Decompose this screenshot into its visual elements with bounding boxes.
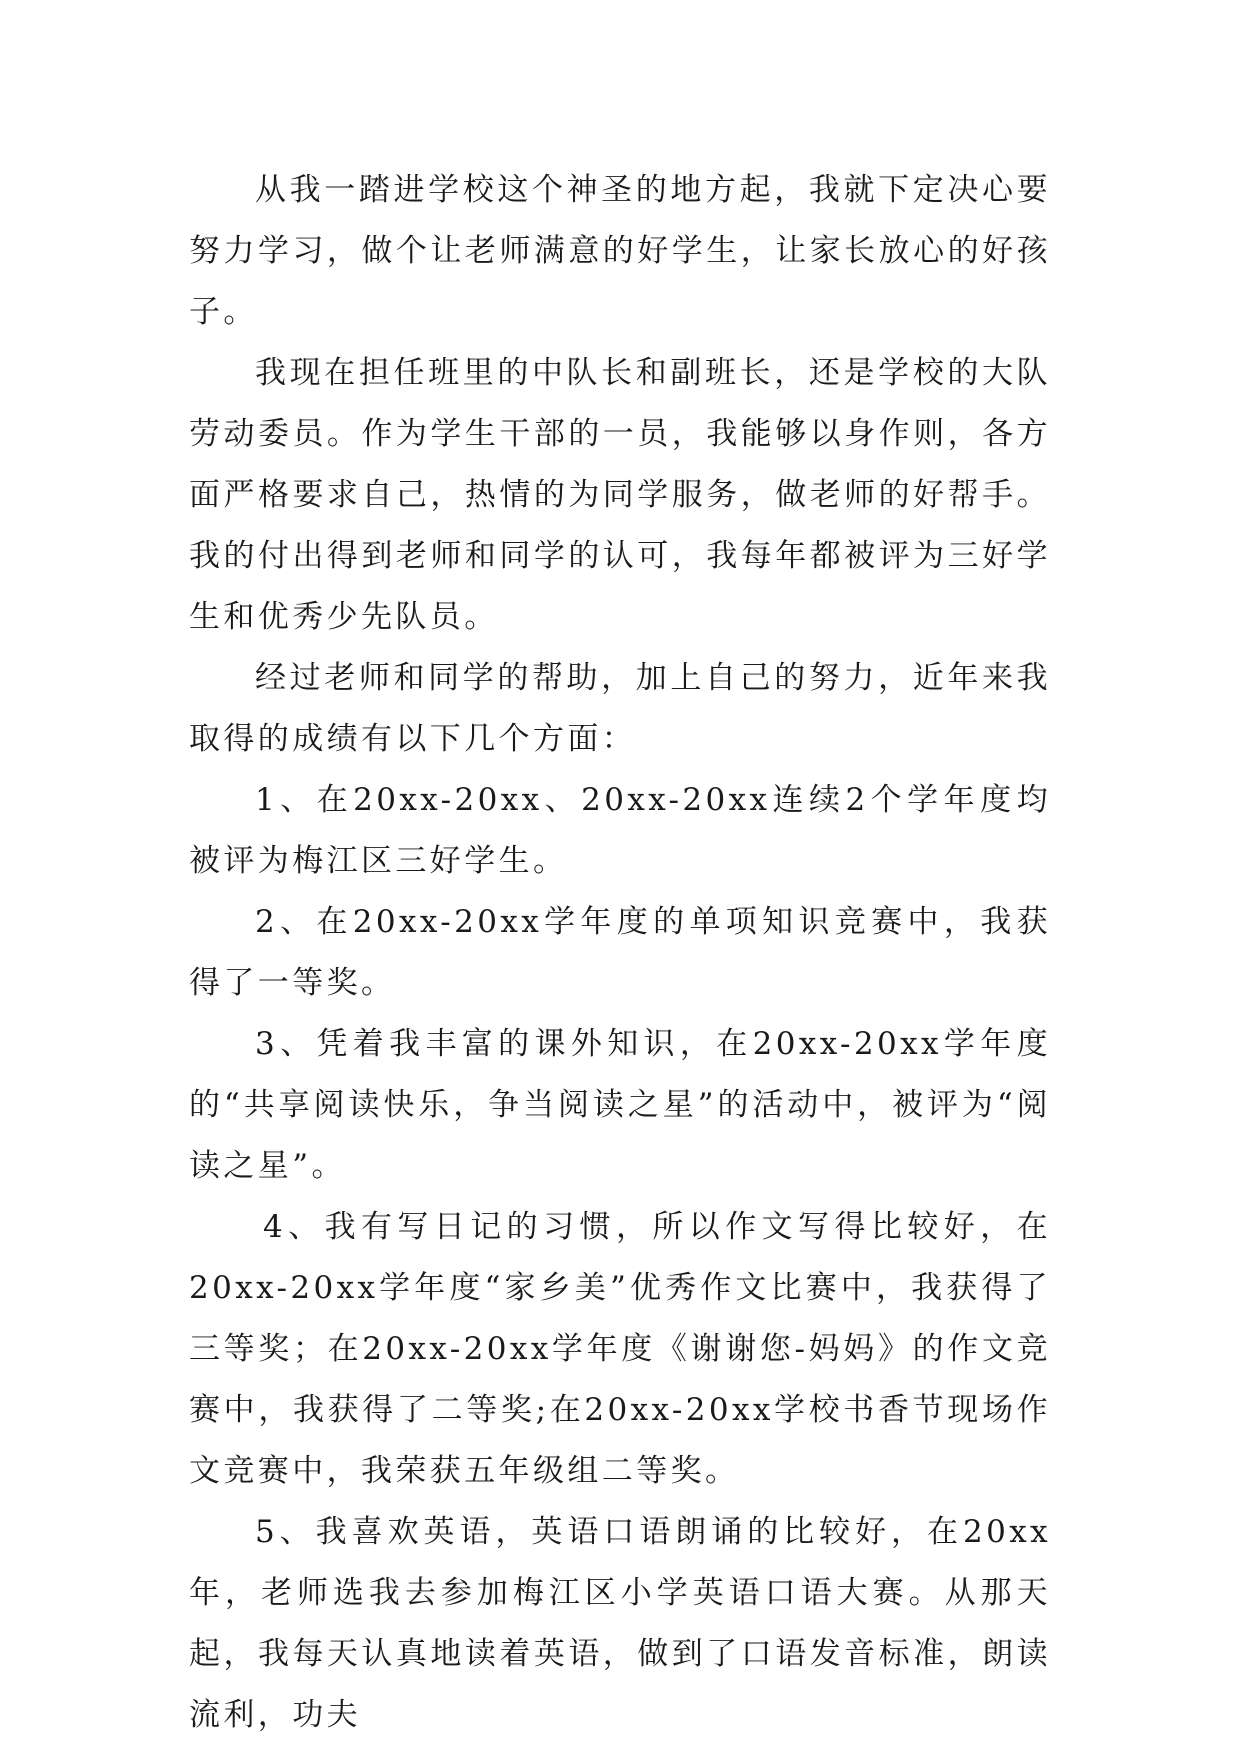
paragraph-item-1: 1、在20xx-20xx、20xx-20xx连续2个学年度均被评为梅江区三好学生。 — [189, 782, 1051, 879]
paragraph-achievements-intro: 经过老师和同学的帮助，加上自己的努力，近年来我取得的成绩有以下几个方面： — [189, 660, 1051, 757]
paragraph-item-2: 2、在20xx-20xx学年度的单项知识竞赛中，我获得了一等奖。 — [189, 904, 1051, 1001]
paragraph-item-3: 3、凭着我丰富的课外知识，在20xx-20xx学年度的“共享阅读快乐，争当阅读之星”的活动中，被评为“阅读之星”。 — [189, 1026, 1051, 1184]
document-body — [189, 160, 1051, 1746]
paragraph-positions: 我现在担任班里的中队长和副班长，还是学校的大队劳动委员。作为学生干部的一员，我能够以身作则，各方面严格要求自己，热情的为同学服务，做老师的好帮手。我的付出得到老师和同学的认可，我每年都被评为三好学生和优秀少先队员。 — [189, 355, 1051, 635]
paragraph-item-5: 5、我喜欢英语，英语口语朗诵的比较好，在20xx年，老师选我去参加梅江区小学英语口语大赛。从那天起，我每天认真地读着英语，做到了口语发音标准，朗读流利，功夫 — [189, 1514, 1051, 1733]
paragraph-item-4: 4、我有写日记的习惯，所以作文写得比较好，在20xx-20xx学年度“家乡美”优秀作文比赛中，我获得了三等奖；在20xx-20xx学年度《谢谢您-妈妈》的作文竞赛中，我获得了二等奖;在20xx-20xx学校书香节现场作文竞赛中，我荣获五年级组二等奖。 — [189, 1209, 1051, 1489]
paragraph-intro: 从我一踏进学校这个神圣的地方起，我就下定决心要努力学习，做个让老师满意的好学生，让家长放心的好孩子。 — [189, 172, 1051, 330]
